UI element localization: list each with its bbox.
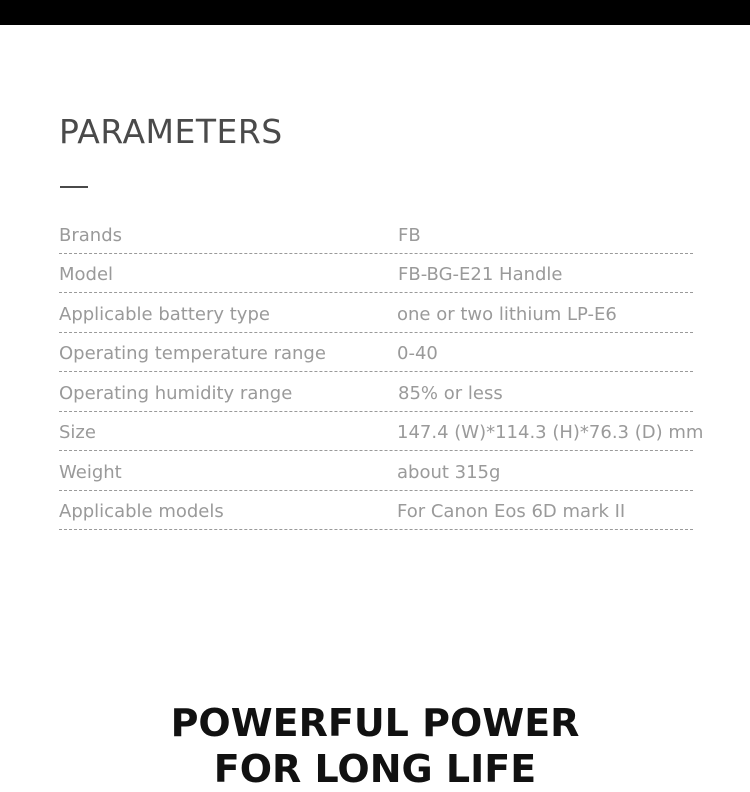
param-label: Applicable battery type — [59, 303, 270, 325]
top-bar — [0, 0, 750, 25]
table-row — [59, 333, 693, 373]
section-title: PARAMETERS — [59, 112, 283, 151]
param-value: For Canon Eos 6D mark II — [397, 501, 626, 522]
param-value: FB — [398, 224, 421, 246]
table-row — [59, 412, 704, 452]
table-row — [59, 372, 693, 412]
table-row — [59, 293, 693, 333]
parameters-table — [59, 214, 704, 530]
param-label: Operating humidity range — [59, 382, 293, 404]
table-row — [59, 451, 693, 491]
param-value: FB-BG-E21 Handle — [398, 264, 563, 285]
param-label: Brands — [59, 224, 122, 246]
hero-heading — [0, 700, 750, 792]
table-row — [59, 254, 693, 294]
param-label: Operating temperature range — [59, 343, 326, 364]
param-value: 147.4 (W)*114.3 (H)*76.3 (D) mm — [397, 422, 704, 443]
table-row — [59, 214, 693, 254]
hero-heading-line-2: FOR LONG LIFE — [213, 747, 537, 791]
param-value: 0-40 — [397, 343, 438, 364]
hero-heading-line-1: POWERFUL POWER — [170, 701, 580, 745]
param-value: about 315g — [397, 461, 501, 483]
param-label: Model — [59, 264, 114, 285]
param-value: 85% or less — [398, 382, 503, 404]
table-row — [59, 491, 693, 531]
param-label: Size — [59, 422, 96, 443]
title-underline — [60, 186, 88, 188]
param-label: Weight — [59, 461, 122, 483]
param-label: Applicable models — [59, 501, 224, 522]
param-value: one or two lithium LP-E6 — [397, 303, 617, 325]
